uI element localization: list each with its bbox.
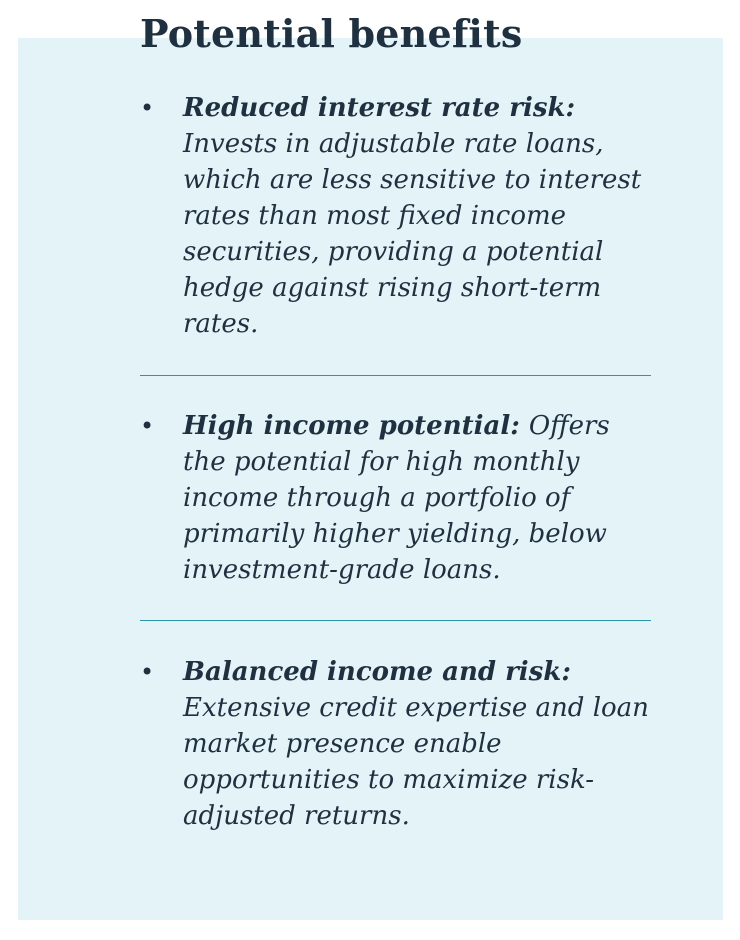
divider (140, 375, 651, 376)
benefit-heading: Reduced interest rate risk: (183, 93, 576, 123)
divider (140, 620, 651, 621)
benefit-body: Offers the potential for high monthly income through a portfolio of primarily higher yielding, below investment-grade loans. (183, 411, 610, 585)
benefit-heading: High income potential: (183, 411, 529, 441)
benefit-text (183, 90, 653, 342)
benefit-text (183, 654, 653, 834)
page-title: Potential benefits (140, 11, 523, 56)
benefit-body: Invests in adjustable rate loans, which are less sensitive to interest rates than most fixed income securities, providing a potential hedge against rising short-term rates. (183, 129, 642, 339)
bullet-icon: • (140, 658, 155, 686)
benefit-heading: Balanced income and risk: (183, 657, 571, 687)
bullet-icon: • (140, 412, 155, 440)
benefit-text (183, 408, 653, 588)
bullet-icon: • (140, 94, 155, 122)
benefit-body: Extensive credit expertise and loan market presence enable opportunities to maximize risk-adjusted returns. (183, 693, 649, 831)
